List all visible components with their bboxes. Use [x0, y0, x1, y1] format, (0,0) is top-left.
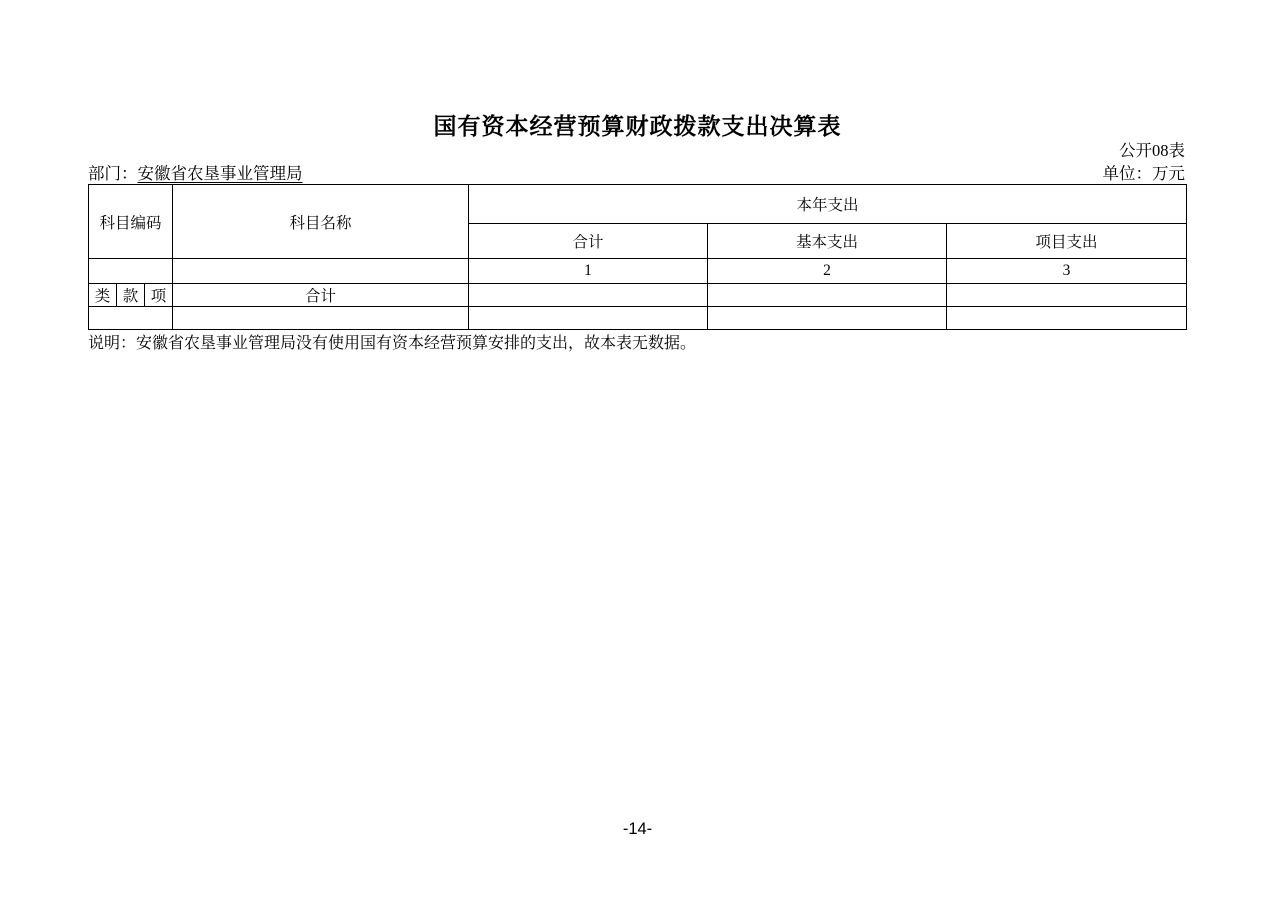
row-name-total: 合计 — [173, 284, 469, 307]
colnum-1: 1 — [469, 259, 708, 284]
row2-project-value — [947, 307, 1187, 330]
table-note: 说明：安徽省农垦事业管理局没有使用国有资本经营预算安排的支出，故本表无数据。 — [88, 335, 697, 352]
subheader-lei: 类 — [89, 284, 117, 307]
table-row — [89, 307, 1187, 330]
header-basic-expenditure: 基本支出 — [708, 224, 947, 259]
colnum-code-blank — [89, 259, 173, 284]
subheader-xiang: 项 — [145, 284, 173, 307]
department-label: 部门： — [88, 164, 138, 183]
row-project-value — [947, 284, 1187, 307]
colnum-name-blank — [173, 259, 469, 284]
unit-label: 单位：万元 — [1102, 164, 1185, 183]
budget-table — [88, 184, 1187, 330]
row2-basic-value — [708, 307, 947, 330]
department-name: 安徽省农垦事业管理局 — [137, 164, 303, 183]
header-total: 合计 — [469, 224, 708, 259]
row2-code — [89, 307, 173, 330]
row2-total-value — [469, 307, 708, 330]
table-column-number-row — [89, 259, 1187, 284]
page-title: 国有资本经营预算财政拨款支出决算表 — [433, 113, 842, 139]
header-group-current-year: 本年支出 — [469, 185, 1187, 224]
header-project-expenditure: 项目支出 — [947, 224, 1187, 259]
table-row — [89, 284, 1187, 307]
form-code-label: 公开08表 — [1119, 141, 1185, 160]
header-name: 科目名称 — [173, 185, 469, 259]
subheader-kuan: 款 — [117, 284, 145, 307]
page-number: -14- — [622, 820, 653, 838]
department-line — [88, 160, 303, 184]
row-basic-value — [708, 284, 947, 307]
colnum-2: 2 — [708, 259, 947, 284]
table-header-row-1 — [89, 185, 1187, 224]
colnum-3: 3 — [947, 259, 1187, 284]
row-total-value — [469, 284, 708, 307]
header-code: 科目编码 — [89, 185, 173, 259]
row2-name — [173, 307, 469, 330]
